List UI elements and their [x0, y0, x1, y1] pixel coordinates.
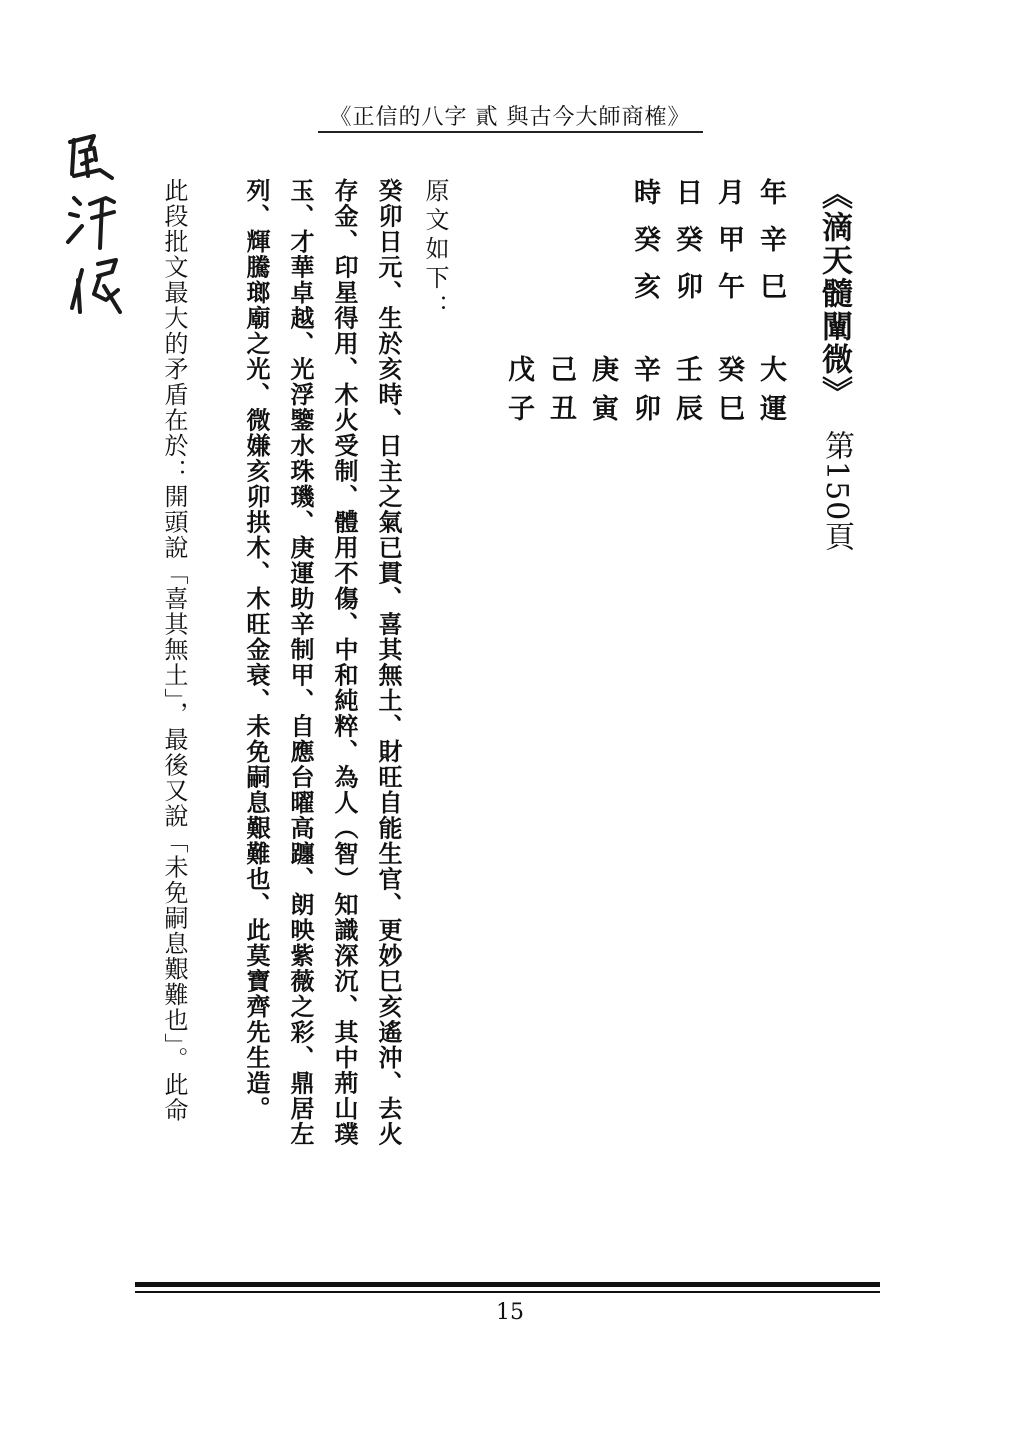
source-title: [812, 178, 857, 409]
header-underline: [318, 131, 703, 133]
body-line: 癸卯日元、生於亥時、日主之氣已貫、喜其無土、財旺自能生官、更妙巳亥遙沖、去火: [374, 178, 403, 1147]
body-line: 此段批文最大的矛盾在於：開頭說「喜其無土」，最後又說「未免嗣息艱難也」。此命: [160, 178, 188, 1123]
source-page-ref: 第150頁: [819, 430, 854, 553]
dayun-pillar: 戊子: [503, 355, 534, 433]
running-header: 《正信的八字 貳 與古今大師商榷》: [329, 105, 691, 130]
chart-month: 月甲午: [713, 178, 744, 319]
source-title-text: 《滴天髓闡微》: [816, 178, 852, 409]
dayun-pillar: 壬辰: [671, 355, 702, 433]
chart-hour: 時癸亥: [629, 178, 660, 319]
chart-year: 年辛巳: [755, 178, 786, 319]
footer-rule: [135, 1291, 880, 1293]
body-line: 存金、印星得用、木火受制、體用不傷、中和純粹、為人（智）知識深沉、其中荊山璞: [330, 178, 359, 1147]
dayun-pillar: 辛卯: [629, 355, 660, 433]
dayun-pillar: 癸巳: [713, 355, 744, 433]
body-line: 原文如下：: [421, 178, 449, 323]
page-number: 15: [496, 1300, 524, 1325]
handwritten-signature: [60, 130, 130, 320]
body-line: 玉、才華卓越、光浮鑒水珠璣、庚運助辛制甲、自應台曜高躔、朗映紫薇之彩、鼎居左: [286, 178, 315, 1147]
chart-day: 日癸卯: [671, 178, 702, 319]
dayun-label: 大運: [755, 355, 786, 433]
body-line: 列、輝騰瑯廟之光、微嫌亥卯拱木、木旺金衰、未免嗣息艱難也、此莫寶齊先生造。: [242, 178, 271, 1122]
dayun-pillar: 己丑: [545, 355, 576, 433]
dayun-pillar: 庚寅: [587, 355, 618, 433]
footer-rule: [135, 1282, 880, 1287]
